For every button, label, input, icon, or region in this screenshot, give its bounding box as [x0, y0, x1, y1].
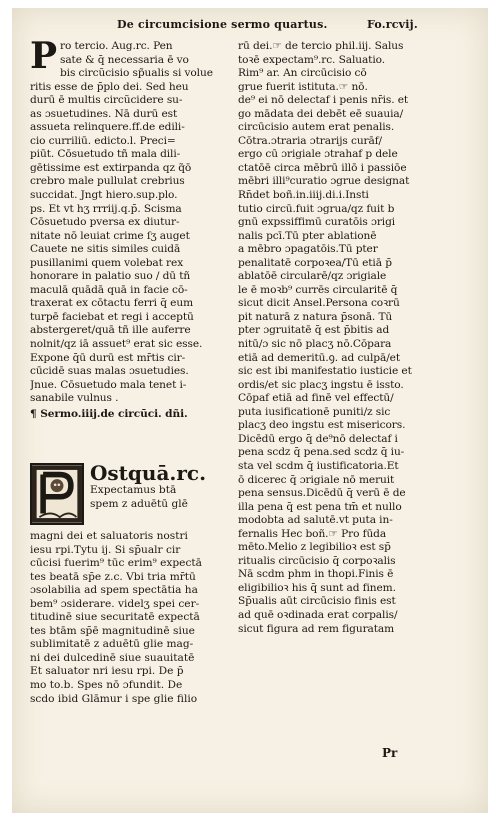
text-line: fernalis Hec boñ.☞ Pro fūda — [238, 527, 387, 540]
text-line: bis circũcisio sp̃ualis si volue — [59, 67, 213, 80]
text-line: Cōsuetudo pversa ex diutur- — [30, 216, 180, 229]
text-line: sanabile vulnus . — [30, 392, 119, 405]
text-line: mo to.b. Spes nō ɔfundit. De — [30, 679, 183, 692]
text-line: Ostquā.rc. — [90, 462, 207, 484]
text-line: abstergeret/quā tñ ille auferre — [30, 324, 191, 337]
section-heading: ¶ Sermo.iiij.de circūci. dñi. — [30, 407, 188, 420]
text-line: Et saluator nri iesu rpi. De p̄ — [30, 665, 184, 678]
text-line: le ē moꝛb⁹ currēs circularitē q̄ — [238, 283, 398, 296]
text-line: durū ē multis circũcidere su- — [30, 94, 183, 107]
text-line: titudinē siue securitatē expectā — [30, 611, 200, 624]
text-line: pena sensus.Dicēdū q̄ verū ē de — [238, 487, 406, 500]
decorated-initial-p-icon — [30, 463, 84, 525]
text-line: ritualis circūcisio q̄ corpoꝛalis — [238, 554, 396, 567]
text-line: Nā scdm phm in thopi.Finis ē — [238, 568, 394, 581]
text-line: go mādata dei debēt eē suauia/ — [238, 107, 404, 120]
text-line: iesu rpi.Tytu ij. Si sp̄ualr cir — [30, 543, 181, 556]
text-line: bem⁹ ɔsiderare. videlʒ spei cer- — [30, 597, 200, 610]
text-line: ps. Et vt hʒ rrriij.q.p̄. Scisma — [30, 202, 182, 215]
text-line: pter ɔgruitatē q̄ est p̄bitis ad — [238, 324, 390, 337]
left-lower-text — [90, 462, 238, 511]
text-line: Rn̄det boñ.in.iiij.di.i.Insti — [238, 189, 369, 202]
running-head — [117, 18, 457, 31]
text-line: cūcisi fuerim⁹ tūc erim⁹ expectā — [30, 557, 202, 570]
text-line: magni dei et saluatoris nostri — [30, 530, 188, 542]
text-line: placʒ deo ingstu est misericors. — [238, 419, 406, 432]
text-line: as ɔsuetudines. Nā durū est — [30, 107, 178, 120]
text-line: Cauete ne sitis similes cuidā — [30, 243, 181, 256]
text-line: Expone q̄ū durū est mr̄tis cir- — [30, 351, 186, 364]
text-line: grue fuerit istituta.☞ nō. — [238, 80, 368, 93]
text-line: ɔsolabilia ad spem spectātia ha — [30, 584, 198, 597]
text-line: sic est ibi manifestatio iusticie et — [238, 365, 412, 378]
text-line: ad quē oꝛdinada erat corpalis/ — [238, 608, 398, 621]
initial-letter-p: P — [30, 35, 57, 77]
text-line: tutio circū.fuit ɔgrua/qz fuit b̄ — [238, 202, 395, 215]
text-line: Cōpaf etiā ad finē vel effectū/ — [238, 392, 394, 405]
text-line: Cōtra.ɔtraria ɔtrarijs curāf/ — [238, 134, 383, 147]
text-line: modobta ad salutē.vt puta in- — [238, 514, 393, 527]
text-line: rū dei.☞ de tercio phil.iij. Salus — [238, 40, 404, 52]
text-line: ordis/et sic placʒ ingstu ē issto. — [238, 378, 404, 391]
text-line: sublimitatē z aduētū glie mag- — [30, 638, 194, 651]
text-line: Expectamus btā — [90, 484, 177, 496]
text-line: succidat. Jngt hiero.sup.plo. — [30, 189, 178, 202]
text-line: pena scdz q̄ pena.sed scdz q̄ iu- — [238, 446, 405, 459]
text-line: turpē faciebat et regi i acceptū — [30, 310, 194, 323]
text-line: gnū expssiffimū curatōis ɔrigi — [238, 216, 396, 229]
text-line: pit naturā z natura p̄sonā. Tū — [238, 310, 393, 323]
text-line: tes btām sp̄ē magnitudinē siue — [30, 624, 195, 637]
text-line: crebro male pullulat crebrius — [30, 175, 185, 188]
text-line: sicut figura ad rem figuratam — [238, 622, 395, 635]
text-line: nitū/ɔ sic nō placʒ nō.Cōpara — [238, 338, 392, 351]
text-line: mēbri illi⁹curatio ɔgrue designat — [238, 175, 410, 188]
text-line: nalis pcī.Tū pter ablationē — [238, 229, 377, 242]
text-line: traxerat ex cōtactu ferri q̄ eum — [30, 297, 194, 310]
text-line: ablatōē circularē/qz ɔrigiale — [238, 270, 387, 283]
text-line: spem z aduētū glē — [90, 497, 188, 510]
text-line: pusillanimi quem volebat rex — [30, 256, 184, 269]
text-line: circūcisio autem erat penalis. — [238, 121, 395, 134]
left-column-text — [30, 35, 230, 406]
text-line: cūcidē suas malas ɔsuetudies. — [30, 365, 189, 378]
text-line: sta vel scdm q̄ iustificatoria.Et — [238, 459, 399, 472]
right-column-text — [238, 40, 448, 636]
text-line: Sp̄ualis aūt circūcisio finis est — [238, 595, 396, 608]
text-line: toꝛē expectam⁹.rc. Saluatio. — [238, 53, 385, 66]
right-column — [238, 40, 448, 636]
left-bottom-text — [30, 530, 235, 706]
text-line: Jnue. Cōsuetudo mala tenet i- — [30, 378, 187, 391]
text-line: scdo ibid Glāmur i spe glie filio — [30, 692, 198, 705]
catchword: Pr — [382, 746, 398, 760]
folio-number: Fo.rcvij. — [367, 18, 418, 31]
text-line: ō dicerec q̄ ɔrigiale nō meruit — [238, 473, 395, 486]
text-line: piūt. Cōsuetudo tñ mala dili- — [30, 148, 181, 161]
text-line: gētissime est extirpanda qz q̃ō — [30, 161, 192, 174]
text-line: puta iusificationē puniti/z sic — [238, 405, 391, 418]
text-line: mēto.Melio z legibilioꝛ est sp̄ — [238, 541, 391, 554]
text-line: nitate nō leuiat crime ſʒ auget — [30, 229, 190, 242]
text-line: sicut dicit Ansel.Persona coꝛrū — [238, 297, 400, 310]
book-page — [12, 8, 488, 813]
text-line: penalitatē corpoꝛea/Tū etiā p̄ — [238, 256, 392, 269]
text-line: eligibilioꝛ his q̄ sunt ad finem. — [238, 581, 396, 594]
left-column — [30, 35, 230, 421]
text-line: cio curriliū. edicto.l. Preci= — [30, 134, 176, 147]
text-line: sate & q̄ necessaria ē vo — [59, 53, 189, 66]
text-line: honorare in palatio suo / dū tñ — [30, 270, 191, 283]
text-line: ergo cū ɔrigiale ɔtrahaf p dele — [238, 148, 398, 161]
text-line: maculā quādā quā in facie cō- — [30, 283, 188, 296]
text-line: ritis esse de p̄plo dei. Sed heu — [30, 80, 189, 93]
text-line: ro tercio. Aug.rc. Pen — [59, 40, 173, 52]
text-line: assueta relinquere.ff.de edili- — [30, 121, 185, 134]
text-line: etiā ad demeritū.ꝯ. ad culpā/et — [238, 351, 400, 364]
text-line: Dicēdū ergo q̄ de⁹nō delectaf i — [238, 432, 398, 445]
text-line: de⁹ ei nō delectaf i penis nr̄is. et — [238, 94, 409, 107]
text-line: nolnit/qz iā assuet⁹ erat sic esse. — [30, 338, 203, 351]
text-line: Rim⁹ ar. An circūcisio cō — [238, 67, 367, 80]
running-title: De circumcisione sermo quartus. — [117, 18, 328, 31]
text-line: illa pena q̄ est pena tm̄ et nullo — [238, 500, 402, 513]
text-line: ctatōē circa mēbrū illō i passiōe — [238, 161, 407, 174]
text-line: ni dei dulcedinē siue suauitatē — [30, 651, 195, 664]
text-line: tes beatā sp̄e z.c. Vbi tria mr̄tū — [30, 570, 196, 583]
text-line: a mēbro ɔpagatōis.Tū pter — [238, 243, 378, 256]
